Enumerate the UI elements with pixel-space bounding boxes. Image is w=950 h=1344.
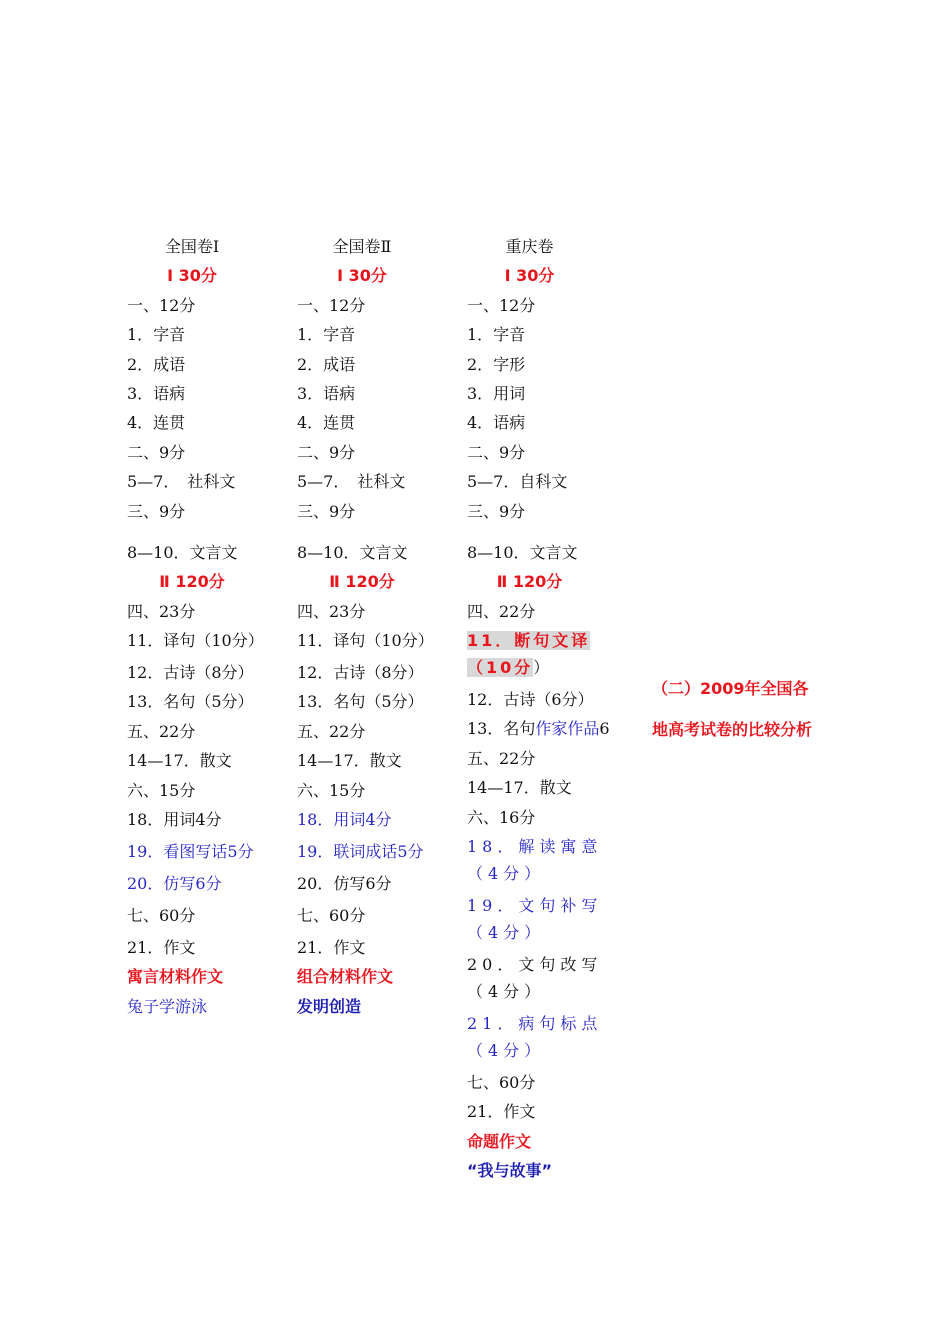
- list-item-text: 18．解读寓意（4分）: [467, 837, 603, 884]
- list-item: [467, 744, 632, 773]
- list-item-text: Ⅱ 120分: [159, 572, 225, 592]
- list-item-text: 三、9分: [467, 501, 526, 521]
- column-header: 全国卷Ⅰ: [164, 237, 220, 256]
- list-item-text: 1．字音: [297, 325, 356, 345]
- side-heading: （二）2009年全国各地高考试卷的比较分析: [652, 679, 813, 739]
- list-item-text: 18．用词4分: [297, 810, 392, 830]
- list-item-text: 寓言材料作文: [127, 967, 224, 987]
- list-item-text: 12．古诗（8分）: [297, 663, 424, 683]
- list-item-text: 3．语病: [297, 383, 356, 403]
- list-item-text: 5—7． 社科文: [127, 472, 236, 492]
- list-item-text: 14—17．散文: [297, 751, 402, 771]
- list-item-text: 二、9分: [467, 442, 526, 462]
- list-item-text: 21．作文: [297, 938, 366, 958]
- list-item-text: 5—7．自科文: [467, 472, 568, 492]
- list-item-text: 4．语病: [467, 413, 526, 433]
- list-item: [127, 869, 297, 898]
- list-item-text: 20．仿写6分: [297, 874, 392, 894]
- section-heading: [297, 567, 467, 596]
- list-item-text: 21．作文: [127, 938, 196, 958]
- list-item: [127, 291, 297, 320]
- list-item-text: 二、9分: [297, 442, 356, 462]
- list-item: [297, 626, 467, 655]
- list-item-text: Ⅰ 30分: [504, 266, 555, 286]
- list-item-text: 1．字音: [467, 325, 526, 345]
- list-item: [297, 497, 467, 526]
- section-heading: [297, 261, 467, 290]
- list-item-text: 四、22分: [467, 601, 536, 621]
- list-item: [297, 869, 467, 898]
- list-item-text: 18．用词4分: [127, 810, 222, 830]
- list-item-part: 11．断句文译（10分: [467, 631, 591, 678]
- list-item-text: 命题作文: [467, 1131, 532, 1151]
- list-item: [467, 714, 632, 743]
- section-heading: [127, 567, 297, 596]
- list-item: [467, 685, 632, 714]
- column-header: 重庆卷: [505, 237, 554, 256]
- list-item: [127, 438, 297, 467]
- list-item-text: 七、60分: [467, 1073, 536, 1093]
- list-item: [467, 626, 632, 682]
- list-item: [467, 832, 632, 888]
- list-item: [297, 805, 467, 834]
- list-item-text: 20．文句改写（4分）: [467, 955, 603, 1002]
- list-item: [127, 538, 297, 567]
- list-item: [467, 438, 632, 467]
- list-item-text: 13．名句（5分）: [297, 692, 424, 712]
- list-item: [297, 687, 467, 716]
- list-item: [467, 1097, 632, 1126]
- section-heading: [467, 261, 632, 290]
- list-item: [127, 962, 297, 991]
- list-item-text: 四、23分: [297, 601, 366, 621]
- list-item: [127, 320, 297, 349]
- list-item: [467, 467, 632, 496]
- list-item-text: 1．字音: [127, 325, 186, 345]
- list-item: [297, 658, 467, 687]
- list-item: [127, 597, 297, 626]
- list-item: [467, 803, 632, 832]
- list-item-text: 发明创造: [297, 996, 362, 1016]
- list-item-part: 13．名句: [467, 719, 536, 739]
- list-item-text: 12．古诗（8分）: [127, 663, 254, 683]
- list-item: [297, 408, 467, 437]
- list-item-text: 四、23分: [127, 601, 196, 621]
- list-item-text: 5—7． 社科文: [297, 472, 406, 492]
- column-chongqing: [467, 232, 632, 1186]
- list-item-text: 2．成语: [127, 354, 186, 374]
- list-item: [127, 901, 297, 930]
- list-item: [467, 597, 632, 626]
- column-header: 全国卷Ⅱ: [332, 237, 392, 256]
- list-item-text: Ⅱ 120分: [496, 572, 563, 592]
- list-item: [467, 773, 632, 802]
- list-item: [127, 408, 297, 437]
- list-item: [127, 497, 297, 526]
- list-item: [127, 658, 297, 687]
- list-item-text: 三、9分: [127, 501, 186, 521]
- list-item: [297, 901, 467, 930]
- list-item-text: 21．病句标点（4分）: [467, 1014, 603, 1061]
- list-item: [467, 1009, 632, 1065]
- list-item-text: 2．成语: [297, 354, 356, 374]
- list-item: [127, 992, 297, 1021]
- list-item: [297, 962, 467, 991]
- list-item: [127, 805, 297, 834]
- list-item-text: 21．作文: [467, 1102, 536, 1122]
- list-item: [467, 1156, 632, 1185]
- list-item-text: 三、9分: [297, 501, 356, 521]
- list-item-text: 五、22分: [297, 721, 366, 741]
- list-item: [467, 379, 632, 408]
- list-item: [467, 291, 632, 320]
- list-item-text: 3．用词: [467, 383, 526, 403]
- list-item-text: 8—10．文言文: [297, 542, 408, 562]
- list-item-text: 2．字形: [467, 354, 526, 374]
- list-item: [127, 746, 297, 775]
- list-item: [467, 350, 632, 379]
- list-item-text: 五、22分: [127, 721, 196, 741]
- list-item-text: 六、16分: [467, 807, 536, 827]
- list-item-text: 19．联词成话5分: [297, 842, 424, 862]
- list-item: [467, 538, 632, 567]
- list-item: [297, 776, 467, 805]
- list-item: [467, 408, 632, 437]
- list-item-text: 一、12分: [297, 295, 366, 315]
- list-item-text: 14—17．散文: [467, 778, 572, 798]
- list-item: [297, 538, 467, 567]
- list-item: [127, 379, 297, 408]
- list-item-text: 五、22分: [467, 748, 536, 768]
- list-item: [467, 1127, 632, 1156]
- list-item: [297, 746, 467, 775]
- section-heading: [467, 567, 632, 596]
- list-item: [297, 992, 467, 1021]
- list-item: [297, 350, 467, 379]
- list-item: [297, 837, 467, 866]
- list-item-text: 8—10．文言文: [127, 542, 238, 562]
- list-item: [467, 891, 632, 947]
- list-item-text: 六、15分: [127, 780, 196, 800]
- list-item: [297, 320, 467, 349]
- list-item-text: 8—10．文言文: [467, 542, 578, 562]
- list-item-text: 兔子学游泳: [127, 996, 208, 1016]
- list-item-text: 3．语病: [127, 383, 186, 403]
- list-item: [467, 497, 632, 526]
- list-item-text: 19．文句补写（4分）: [467, 896, 603, 943]
- list-item-text: 14—17．散文: [127, 751, 232, 771]
- list-item-text: 七、60分: [297, 906, 366, 926]
- list-item-text: 19．看图写话5分: [127, 842, 254, 862]
- list-item-text: 13．名句（5分）: [127, 692, 254, 712]
- list-item: [127, 837, 297, 866]
- list-item-text: 组合材料作文: [297, 967, 394, 987]
- list-item-text: Ⅱ 120分: [329, 572, 395, 592]
- list-item-text: “我与故事”: [467, 1161, 553, 1181]
- list-item: [467, 320, 632, 349]
- list-item-text: Ⅰ 30分: [337, 266, 387, 286]
- list-item-part: 6: [599, 719, 610, 739]
- list-item: [127, 717, 297, 746]
- list-item: [127, 687, 297, 716]
- list-item-text: 4．连贯: [127, 413, 186, 433]
- list-item-text: 11．译句（10分）: [127, 631, 264, 651]
- list-item-text: 六、15分: [297, 780, 366, 800]
- list-item: [297, 597, 467, 626]
- list-item: [127, 626, 297, 655]
- list-item-text: 11．译句（10分）: [297, 631, 434, 651]
- list-item: [297, 717, 467, 746]
- column-national-1: [127, 232, 297, 1021]
- list-item: [297, 438, 467, 467]
- list-item: [297, 467, 467, 496]
- list-item: [127, 467, 297, 496]
- list-item: [127, 776, 297, 805]
- list-item-text: 12．古诗（6分）: [467, 690, 594, 710]
- list-item-text: 二、9分: [127, 442, 186, 462]
- section-heading: [127, 261, 297, 290]
- column-national-2: [297, 232, 467, 1021]
- list-item-text: 4．连贯: [297, 413, 356, 433]
- list-item-text: 一、12分: [127, 295, 196, 315]
- list-item: [297, 933, 467, 962]
- list-item-part: ）: [533, 658, 550, 678]
- list-item: [127, 933, 297, 962]
- list-item: [467, 1068, 632, 1097]
- list-item-text: Ⅰ 30分: [167, 266, 217, 286]
- list-item-text: 七、60分: [127, 906, 196, 926]
- list-item: [297, 379, 467, 408]
- list-item-part: 作家作品: [535, 719, 600, 739]
- list-item: [127, 350, 297, 379]
- list-item-text: 20．仿写6分: [127, 874, 222, 894]
- list-item-text: 一、12分: [467, 295, 536, 315]
- list-item: [297, 291, 467, 320]
- list-item: [467, 950, 632, 1006]
